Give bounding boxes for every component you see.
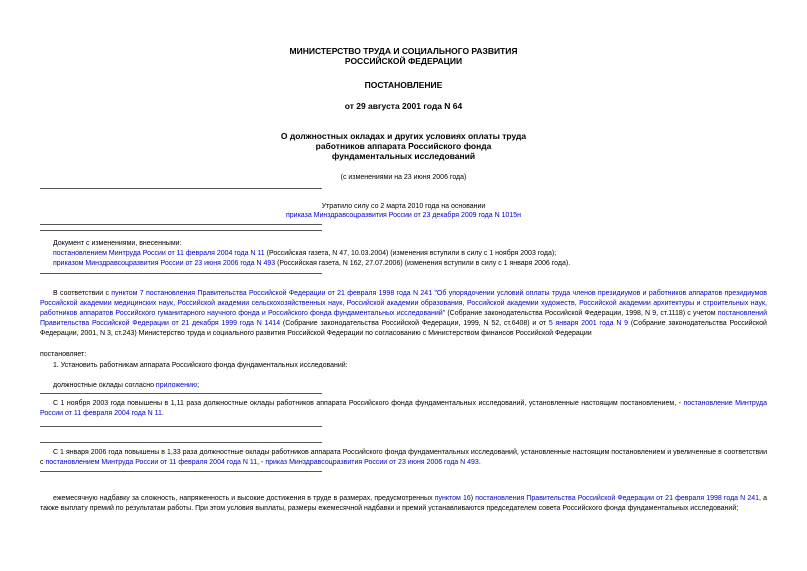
title-line-3: фундаментальных исследований bbox=[331, 151, 476, 161]
november-increase-note: С 1 ноября 2003 года повышены в 1,11 раза должностные оклады работников аппарата Российского фонда фундаментальных исследований, установленные настоящим постановлением, - постановление Минтруда России от 11 февраля 2004 года N 11. bbox=[40, 400, 767, 417]
minzdrav-order-link[interactable]: приказ Минздравсоцразвития России от 23 июня 2006 года N 493 bbox=[265, 459, 479, 466]
changes-note: (с изменениями на 23 июня 2006 года) bbox=[340, 174, 467, 181]
government-decree-link[interactable]: пунктом 7 постановления Правительства Российской Федерации от 21 февраля 1998 года N 241 "Об упорядочении условий оплаты труда членов президиумов и работников аппаратов президиумов Российской академии медицинских наук, Российской академии сельскохозяйственных наук, Российской академии образования, Российской академии художеств, Российской академии архитектуры и строительных наук, работников аппаратов Российского гуманитарного научного фонда и Российского фонда фундаментальных исследований" bbox=[40, 290, 767, 317]
expired-status bbox=[40, 202, 767, 220]
title-line-1: О должностных окладах и других условиях оплаты труда bbox=[280, 131, 527, 141]
divider bbox=[40, 188, 322, 189]
divider bbox=[40, 471, 322, 472]
decree-1414-link[interactable]: постановлений Правительства Российской Федерации от 21 декабря 1999 года N 1414 bbox=[40, 310, 767, 327]
divider bbox=[40, 273, 322, 274]
ministry-line-2: РОССИЙСКОЙ ФЕДЕРАЦИИ bbox=[344, 56, 463, 66]
document-type: ПОСТАНОВЛЕНИЕ bbox=[364, 80, 443, 90]
preamble: В соответствии с пунктом 7 постановления Правительства Российской Федерации от 21 февраля 1998 года N 241 "Об упорядочении условий оплаты труда членов президиумов и работников аппаратов президиумов Российской академии медицинских наук, Российской академии сельскохозяйственных наук, Российской академии образования, Российской академии художеств, Российской академии архитектуры и строительных наук, работников аппаратов Российского гуманитарного научного фонда и Российского фонда фундаментальных исследований" (Собрание законодательства Российской Федерации, 1998, N 9, ст.1118) с учетом постановлений Правительства Российской Федерации от 21 декабря 1999 года N 1414 (Собрание законодательства Российской Федерации, 1999, N 52, ст.6408) и от 5 января 2001 года N 9 (Собрание законодательства Российской Федерации, 2001, N 3, ст.243) Министерство труда и социального развития Российской Федерации по согласованию с Министерством финансов Российской Федерации bbox=[40, 290, 767, 337]
amendment-item-1: постановлением Минтруда России от 11 февраля 2004 года N 11 (Российская газета, N 47, 10.03.2004) (изменения вступили в силу с 1 ноября 2003 года); bbox=[53, 250, 557, 257]
decides-label: постановляет: bbox=[40, 351, 87, 358]
title-line-2: работников аппарата Российского фонда bbox=[315, 141, 492, 151]
amendment-link-1[interactable]: постановлением Минтруда России от 11 февраля 2004 года N 11 bbox=[53, 250, 265, 257]
expired-order-link[interactable]: приказа Минздравсоцразвития России от 23 декабря 2009 года N 1015н bbox=[285, 212, 522, 219]
salaries-item: должностные оклады согласно приложению; bbox=[53, 382, 200, 389]
bonus-item: ежемесячную надбавку за сложность, напряженность и высокие достижения в труде в размерах, предусмотренных пунктом 16) постановления Правительства Российской Федерации от 21 февраля 1998 года N 241, а также выплату премий по результатам работы. При этом условия выплаты, размеры ежемесячной надбавки и премий устанавливаются председателем совета Российского фонда фундаментальных исследований; bbox=[40, 495, 767, 512]
item-1: 1. Установить работникам аппарата Российского фонда фундаментальных исследований: bbox=[53, 362, 348, 369]
amendments-block bbox=[40, 239, 780, 269]
mintrud-decree-link-2[interactable]: постановлением Минтруда России от 11 февраля 2004 года N 11 bbox=[45, 459, 258, 466]
divider bbox=[40, 224, 322, 225]
january-increase-note: С 1 января 2006 года повышены в 1,33 раза должностные оклады работников аппарата Российского фонда фундаментальных исследований, установленные настоящим постановлением и увеличенные в соответствии с постановлением Минтруда России от 11 февраля 2004 года N 11, - приказ Минздравсоцразвития России от 23 июня 2006 года N 493. bbox=[40, 449, 767, 466]
divider bbox=[40, 230, 322, 231]
expired-text: Утратило силу со 2 марта 2010 года на основании bbox=[321, 203, 486, 210]
decree-241-link[interactable]: постановления Правительства Российской Федерации от 21 февраля 1998 года N 241 bbox=[475, 495, 760, 502]
amendments-intro: Документ с изменениями, внесенными: bbox=[53, 240, 182, 247]
document-date: от 29 августа 2001 года N 64 bbox=[344, 101, 463, 111]
decree-9-link[interactable]: 5 января 2001 года N 9 bbox=[548, 320, 629, 327]
clause-16-link[interactable]: пунктом 16 bbox=[434, 495, 471, 502]
amendment-link-2[interactable]: приказом Минздравсоцразвития России от 23 июня 2006 года N 493 bbox=[53, 260, 276, 267]
amendment-item-2: приказом Минздравсоцразвития России от 23 июня 2006 года N 493 (Российская газета, N 162, 27.07.2006) (изменения вступили в силу с 1 января 2006 года). bbox=[53, 260, 571, 267]
appendix-link[interactable]: приложению bbox=[155, 382, 198, 389]
divider bbox=[40, 393, 322, 394]
mintrud-decree-link[interactable]: постановление Минтруда России от 11 февраля 2004 года N 11 bbox=[40, 400, 767, 417]
document-title bbox=[40, 131, 767, 161]
divider bbox=[40, 442, 322, 443]
ministry-heading bbox=[40, 46, 767, 66]
divider bbox=[40, 426, 322, 427]
ministry-line-1: МИНИСТЕРСТВО ТРУДА И СОЦИАЛЬНОГО РАЗВИТИЯ bbox=[289, 46, 518, 56]
